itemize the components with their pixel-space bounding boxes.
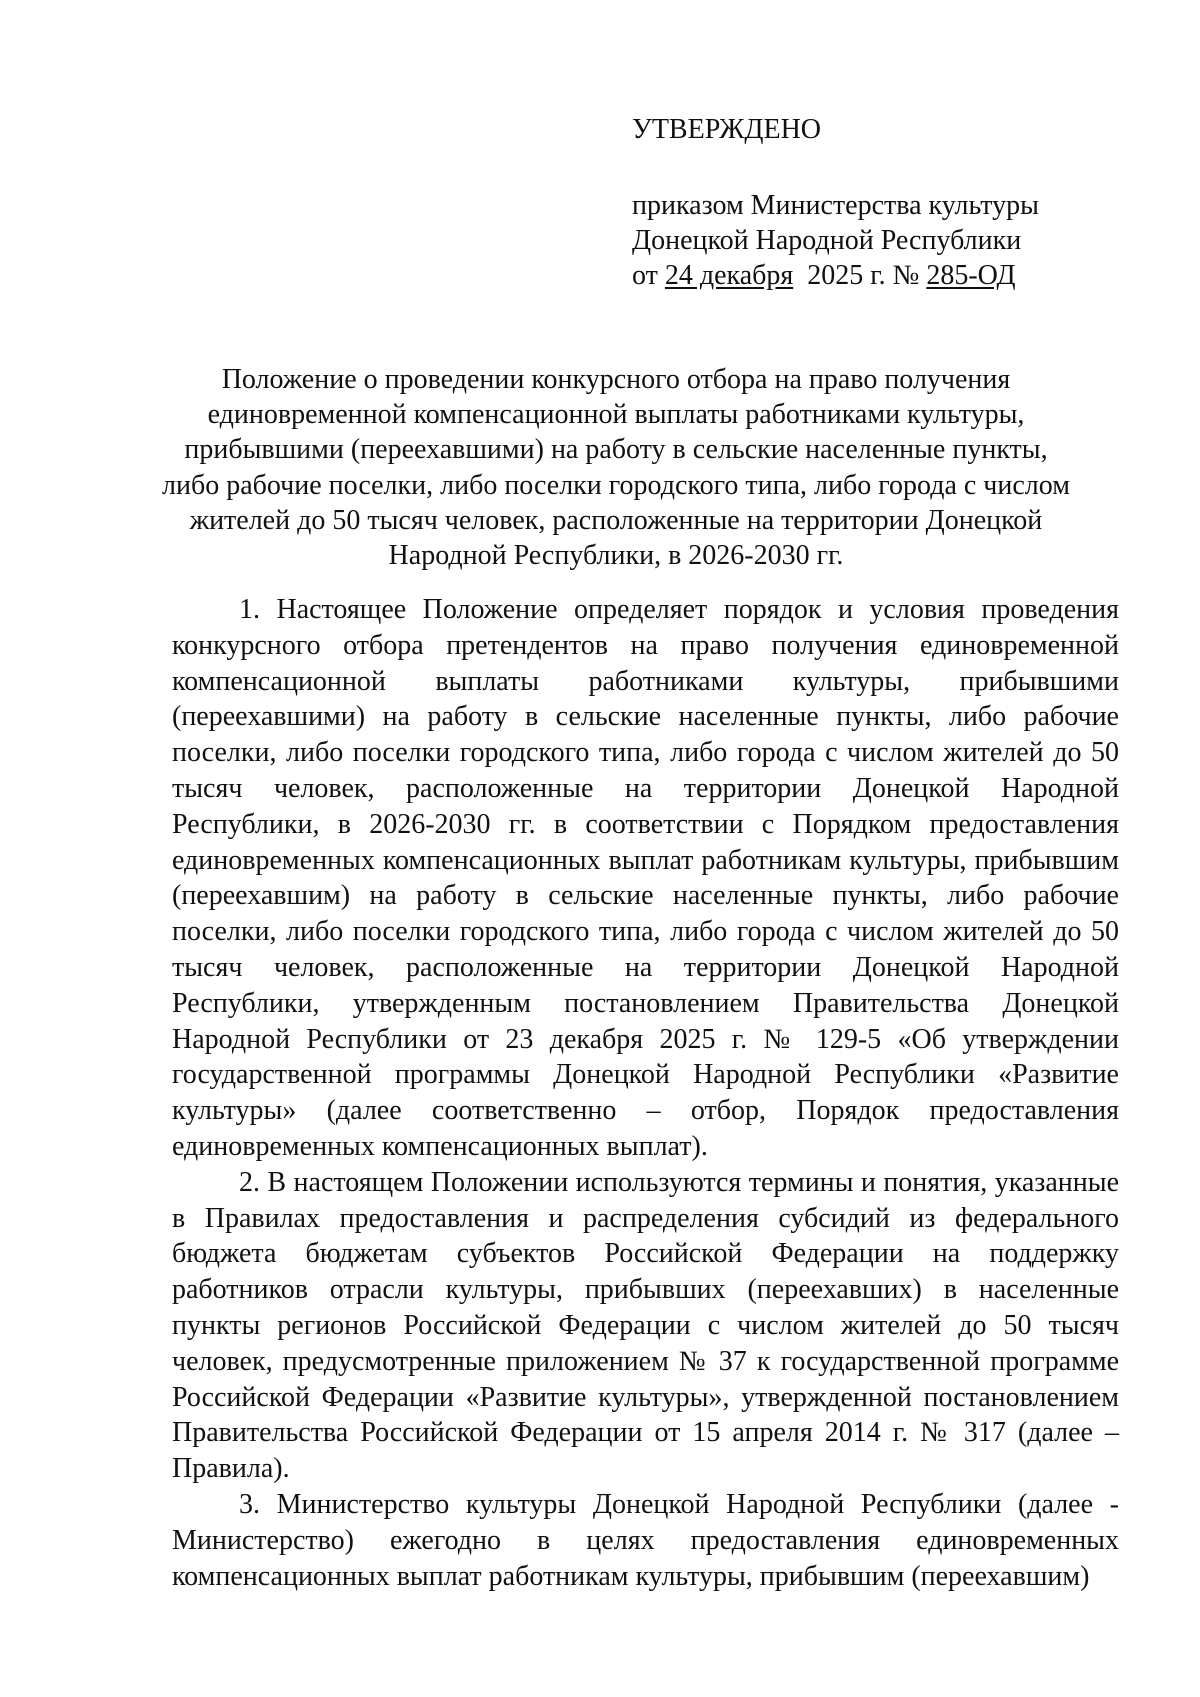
approval-line-republic: Донецкой Народной Республики [632, 225, 1022, 256]
paragraph-3: 3. Министерство культуры Донецкой Народной Республики (далее - Министерство) ежегодно в целях предоставления единовременных компенсационных выплат работникам культуры, прибывшим (переехавшим) [172, 1488, 1119, 1592]
approved-heading: УТВЕРЖДЕНО [632, 114, 822, 145]
approval-year: 2025 г. № [793, 260, 927, 291]
approval-order-line [632, 258, 1152, 293]
approval-date-prefix: от [632, 260, 665, 291]
approval-block [632, 112, 1152, 293]
paragraph-2: 2. В настоящем Положении используются термины и понятия, указанные в Правилах предоставления и распределения субсидий из федерального бюджета бюджетам субъектов Российской Федерации на поддержку работников отрасли культуры, прибывших (переехавших) в населенные пункты регионов Российской Федерации с числом жителей до 50 тысяч человек, предусмотренные приложением № 37 к государственной программе Российской Федерации «Развитие культуры», утвержденной постановлением Правительства Российской Федерации от 15 апреля 2014 г. № 317 (далее – Правила). [172, 1166, 1119, 1485]
document-title: Положение о проведении конкурсного отбора на право получения единовременной компенсационной выплаты работниками культуры, прибывшими (переехавшими) на работу в сельские населенные пункты, либо рабочие поселки, либо поселки городского типа, либо города с числом жителей до 50 тысяч человек, расположенные на территории Донецкой Народной Республики, в 2026-2030 гг. [162, 364, 1070, 572]
document-body [172, 592, 1119, 1594]
approval-date: 24 декабря [664, 260, 794, 291]
approval-line-ministry: приказом Министерства культуры [632, 190, 1039, 221]
paragraph-1: 1. Настоящее Положение определяет порядок и условия проведения конкурсного отбора претендентов на право получения единовременной компенсационной выплаты работниками культуры, прибывшими (переехавшими) на работу в сельские населенные пункты, либо рабочие поселки, либо поселки городского типа, либо города с числом жителей до 50 тысяч человек, расположенные на территории Донецкой Народной Республики, в 2026-2030 гг. в соответствии с Порядком предоставления единовременных компенсационных выплат работникам культуры, прибывшим (переехавшим) на работу в сельские населенные пункты, либо рабочие поселки, либо поселки городского типа, либо города с числом жителей до 50 тысяч человек, расположенные на территории Донецкой Народной Республики, утвержденным постановлением Правительства Донецкой Народной Республики от 23 декабря 2025 г. № 129-5 «Об утверждении государственной программы Донецкой Народной Республики «Развитие культуры» (далее соответственно – отбор, Порядок предоставления единовременных компенсационных выплат). [172, 594, 1119, 1162]
approval-order-number: 285-ОД [926, 260, 1016, 291]
